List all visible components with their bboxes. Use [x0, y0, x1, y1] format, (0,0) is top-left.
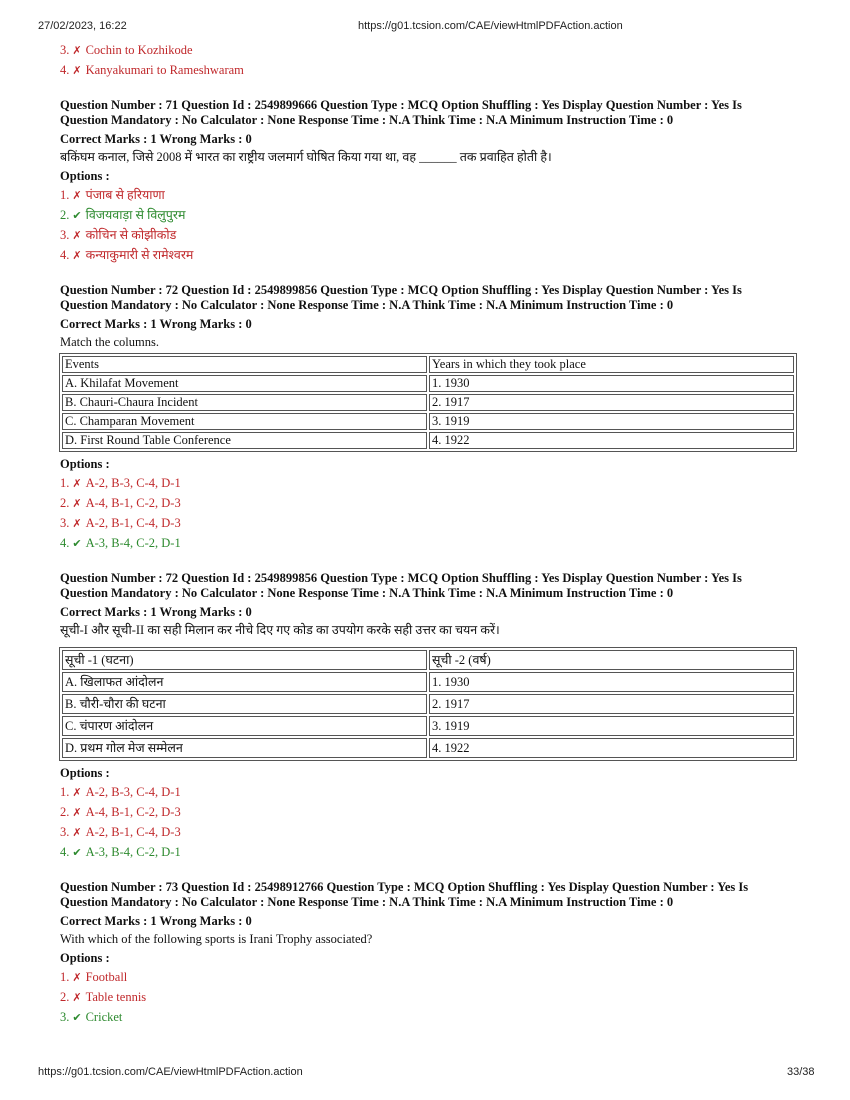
option-text: Table tennis — [85, 990, 147, 1004]
option-item — [60, 967, 800, 987]
options-label: Options : — [60, 951, 110, 965]
options-label: Options : — [60, 169, 110, 183]
cross-icon: ✗ — [72, 786, 82, 799]
question-meta-line2: Question Mandatory : No Calculator : None Response Time : N.A Think Time : N.A Minimum Instruction Time : 0 — [60, 298, 674, 312]
cross-icon: ✗ — [72, 477, 82, 490]
option-text: A-3, B-4, C-2, D-1 — [85, 845, 181, 859]
table-row — [62, 716, 794, 736]
question-text: सूची-I और सूची-II का सही मिलान कर नीचे दिए गए कोड का उपयोग करके सही उत्तर का चयन करें। — [60, 623, 500, 637]
table-cell: 1. 1930 — [429, 375, 794, 392]
question-block — [60, 283, 800, 553]
option-item — [60, 185, 800, 205]
option-text: Football — [85, 970, 128, 984]
question-meta-line1: Question Number : 73 Question Id : 25498912766 Question Type : MCQ Option Shuffling : Yes Display Question Number : Yes Is — [60, 880, 749, 894]
option-item — [60, 1007, 800, 1027]
question-meta-line1: Question Number : 71 Question Id : 2549899666 Question Type : MCQ Option Shuffling : Yes Display Question Number : Yes Is — [60, 98, 742, 112]
table-row — [62, 394, 794, 411]
question-block — [60, 571, 800, 862]
check-icon: ✔ — [72, 209, 82, 222]
cross-icon: ✗ — [72, 497, 82, 510]
table-cell: Years in which they took place — [429, 356, 794, 373]
table-cell: D. First Round Table Conference — [62, 432, 427, 449]
cross-icon: ✗ — [72, 249, 82, 262]
option-number: 1. — [60, 785, 70, 799]
cross-icon: ✗ — [72, 64, 82, 77]
cross-icon: ✗ — [72, 826, 82, 839]
table-row — [62, 738, 794, 758]
option-item — [60, 987, 800, 1007]
option-number: 2. — [60, 805, 70, 819]
option-text: पंजाब से हरियाणा — [85, 188, 165, 202]
cross-icon: ✗ — [72, 806, 82, 819]
question-text: बकिंघम कनाल, जिसे 2008 में भारत का राष्ट्रीय जलमार्ग घोषित किया गया था, वह ______ तक प्रवाहित होती है। — [60, 150, 552, 164]
option-text: Kanyakumari to Rameshwaram — [85, 63, 244, 77]
question-block — [60, 98, 800, 265]
question-text: Match the columns. — [60, 335, 159, 349]
option-text: A-2, B-1, C-4, D-3 — [85, 825, 181, 839]
option-text: कन्याकुमारी से रामेश्वरम — [85, 248, 194, 262]
cross-icon: ✗ — [72, 189, 82, 202]
option-number: 2. — [60, 990, 70, 1004]
table-row — [62, 694, 794, 714]
check-icon: ✔ — [72, 846, 82, 859]
options-label: Options : — [60, 766, 110, 780]
cross-icon: ✗ — [72, 971, 82, 984]
option-item — [60, 245, 800, 265]
option-item — [60, 802, 800, 822]
cross-icon: ✗ — [72, 229, 82, 242]
table-cell: C. Champaran Movement — [62, 413, 427, 430]
option-text: A-4, B-1, C-2, D-3 — [85, 496, 181, 510]
options-label: Options : — [60, 457, 110, 471]
option-item — [60, 473, 800, 493]
match-table — [59, 647, 797, 761]
option-item — [60, 842, 800, 862]
table-cell: D. प्रथम गोल मेज सम्मेलन — [62, 738, 427, 758]
table-cell: 2. 1917 — [429, 694, 794, 714]
table-cell: A. खिलाफत आंदोलन — [62, 672, 427, 692]
header-datetime: 27/02/2023, 16:22 — [38, 20, 127, 32]
question-marks: Correct Marks : 1 Wrong Marks : 0 — [60, 317, 252, 331]
page-number: 33/38 — [787, 1066, 815, 1078]
table-row — [62, 432, 794, 449]
question-text: With which of the following sports is Irani Trophy associated? — [60, 932, 373, 946]
option-number: 4. — [60, 845, 70, 859]
check-icon: ✔ — [72, 1011, 82, 1024]
table-cell: 4. 1922 — [429, 432, 794, 449]
table-row — [62, 413, 794, 430]
option-item — [60, 782, 800, 802]
table-cell: सूची -1 (घटना) — [62, 650, 427, 670]
cross-icon: ✗ — [72, 991, 82, 1004]
question-marks: Correct Marks : 1 Wrong Marks : 0 — [60, 132, 252, 146]
option-number: 3. — [60, 228, 70, 242]
option-text: कोचिन से कोझीकोड — [85, 228, 177, 242]
table-cell: B. Chauri-Chaura Incident — [62, 394, 427, 411]
option-number: 2. — [60, 208, 70, 222]
option-number: 3. — [60, 825, 70, 839]
option-item — [60, 205, 800, 225]
option-item — [60, 513, 800, 533]
table-cell: Events — [62, 356, 427, 373]
option-number: 1. — [60, 970, 70, 984]
option-text: Cricket — [85, 1010, 123, 1024]
option-item — [60, 225, 800, 245]
footer-url: https://g01.tcsion.com/CAE/viewHtmlPDFAction.action — [38, 1066, 303, 1078]
option-number: 4. — [60, 248, 70, 262]
question-meta-line2: Question Mandatory : No Calculator : None Response Time : N.A Think Time : N.A Minimum Instruction Time : 0 — [60, 895, 674, 909]
option-item — [60, 533, 800, 553]
option-text: A-3, B-4, C-2, D-1 — [85, 536, 181, 550]
option-number: 3. — [60, 516, 70, 530]
table-cell: 3. 1919 — [429, 413, 794, 430]
table-row — [62, 375, 794, 392]
table-cell: 2. 1917 — [429, 394, 794, 411]
option-number: 1. — [60, 476, 70, 490]
table-row — [62, 672, 794, 692]
table-cell: B. चौरी-चौरा की घटना — [62, 694, 427, 714]
question-marks: Correct Marks : 1 Wrong Marks : 0 — [60, 605, 252, 619]
page-content — [60, 40, 800, 1027]
option-number: 4. — [60, 63, 70, 77]
question-marks: Correct Marks : 1 Wrong Marks : 0 — [60, 914, 252, 928]
continued-options — [60, 40, 800, 80]
option-item — [60, 40, 800, 60]
option-text: A-4, B-1, C-2, D-3 — [85, 805, 181, 819]
option-text: A-2, B-3, C-4, D-1 — [85, 476, 181, 490]
table-header-row — [62, 356, 794, 373]
question-meta-line2: Question Mandatory : No Calculator : None Response Time : N.A Think Time : N.A Minimum Instruction Time : 0 — [60, 586, 674, 600]
option-number: 3. — [60, 1010, 70, 1024]
option-number: 4. — [60, 536, 70, 550]
option-item — [60, 822, 800, 842]
table-header-row — [62, 650, 794, 670]
header-url: https://g01.tcsion.com/CAE/viewHtmlPDFAction.action — [358, 20, 623, 32]
option-item — [60, 60, 800, 80]
option-item — [60, 493, 800, 513]
table-cell: 4. 1922 — [429, 738, 794, 758]
option-number: 1. — [60, 188, 70, 202]
option-number: 3. — [60, 43, 70, 57]
option-number: 2. — [60, 496, 70, 510]
question-meta-line2: Question Mandatory : No Calculator : None Response Time : N.A Think Time : N.A Minimum Instruction Time : 0 — [60, 113, 674, 127]
question-meta-line1: Question Number : 72 Question Id : 2549899856 Question Type : MCQ Option Shuffling : Yes Display Question Number : Yes Is — [60, 283, 742, 297]
cross-icon: ✗ — [72, 44, 82, 57]
table-cell: सूची -2 (वर्ष) — [429, 650, 794, 670]
table-cell: 1. 1930 — [429, 672, 794, 692]
option-text: A-2, B-1, C-4, D-3 — [85, 516, 181, 530]
question-block — [60, 880, 800, 1027]
match-table — [59, 353, 797, 452]
table-cell: 3. 1919 — [429, 716, 794, 736]
table-cell: A. Khilafat Movement — [62, 375, 427, 392]
question-meta-line1: Question Number : 72 Question Id : 2549899856 Question Type : MCQ Option Shuffling : Yes Display Question Number : Yes Is — [60, 571, 742, 585]
table-cell: C. चंपारण आंदोलन — [62, 716, 427, 736]
cross-icon: ✗ — [72, 517, 82, 530]
check-icon: ✔ — [72, 537, 82, 550]
option-text: Cochin to Kozhikode — [85, 43, 193, 57]
option-text: विजयवाड़ा से विलुपुरम — [85, 208, 186, 222]
option-text: A-2, B-3, C-4, D-1 — [85, 785, 181, 799]
